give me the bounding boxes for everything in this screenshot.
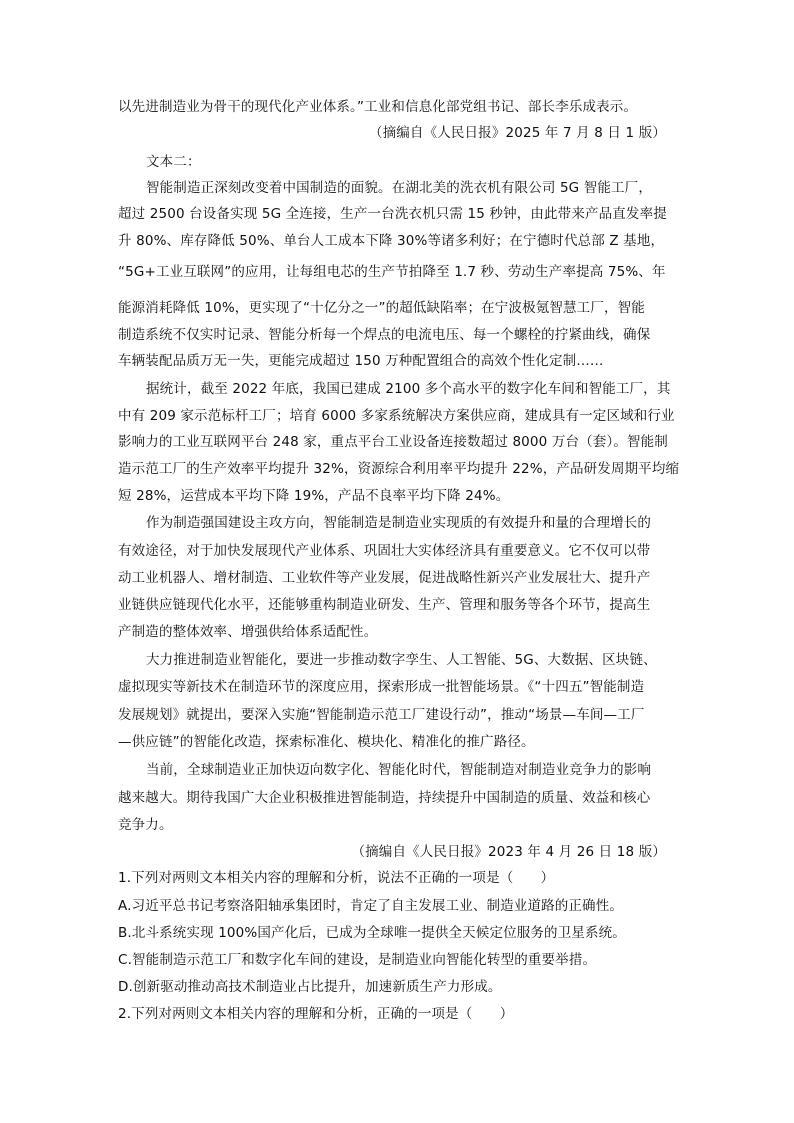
- text-line: 短 28%，运营成本平均下降 19%，产品不良率平均下降 24%。: [118, 488, 510, 504]
- text-line: 产制造的整体效率、增强供给体系适配性。: [118, 624, 378, 640]
- section-heading: 文本二：: [146, 154, 201, 170]
- text-line: 大力推进制造业智能化，要进一步推动数字孪生、人工智能、5G、大数据、区块链、: [146, 652, 657, 668]
- question-1: 1.下列对两则文本相关内容的理解和分析，说法不正确的一项是（ ）: [118, 870, 555, 886]
- text-line: 有效途径，对于加快发展现代产业体系、巩固壮大实体经济具有重要意义。它不仅可以带: [118, 543, 651, 559]
- text-line: 造示范工厂的生产效率平均提升 32%，资源综合利用率平均提升 22%，产品研发周期平均缩: [118, 461, 680, 477]
- option-d: D.创新驱动推动高技术制造业占比提升，加速新质生产力形成。: [118, 979, 502, 995]
- source-citation: （摘编自《人民日报》2025 年 7 月 8 日 1 版）: [368, 125, 666, 141]
- question-2: 2.下列对两则文本相关内容的理解和分析，正确的一项是（ ）: [118, 1006, 514, 1022]
- text-line: 当前，全球制造业正加快迈向数字化、智能化时代，智能制造对制造业竞争力的影响: [146, 762, 652, 778]
- text-line: 能源消耗降低 10%，更实现了“十亿分之一”的超低缺陷率；在宁波极氪智慧工厂，智能: [118, 300, 645, 316]
- text-line: 作为制造强国建设主攻方向，智能制造是制造业实现质的有效提升和量的合理增长的: [146, 515, 652, 531]
- source-citation: （摘编自《人民日报》2023 年 4 月 26 日 18 版）: [351, 844, 666, 860]
- option-c: C.智能制造示范工厂和数字化车间的建设，是制造业向智能化转型的重要举措。: [118, 952, 597, 968]
- text-line: 发展规划》就提出，要深入实施“智能制造示范工厂建设行动”，推动“场景—车间—工厂: [118, 707, 645, 723]
- text-line: 中有 209 家示范标杆工厂；培育 6000 多家系统解决方案供应商，建成具有一定区域和行业: [118, 408, 675, 424]
- text-line: 业链供应链现代化水平，还能够重构制造业研发、生产、管理和服务等各个环节，提高生: [118, 597, 651, 613]
- text-line: 超过 2500 台设备实现 5G 全连接，生产一台洗衣机只需 15 秒钟，由此带来产品直发率提: [118, 206, 667, 222]
- text-line: “5G+工业互联网”的应用，让每组电芯的生产节拍降至 1.7 秒、劳动生产率提高 75%、年: [118, 264, 666, 280]
- text-line: 升 80%、库存降低 50%、单台人工成本下降 30%等诸多利好；在宁德时代总部 Z 基地，: [118, 233, 665, 249]
- text-line: 据统计，截至 2022 年底，我国已建成 2100 多个高水平的数字化车间和智能工厂，其: [146, 381, 671, 397]
- text-line: 越来越大。期待我国广大企业积极推进智能制造，持续提升中国制造的质量、效益和核心: [118, 790, 651, 806]
- text-line: —供应链”的智能化改造，探索标准化、模块化、精准化的推广路径。: [118, 734, 535, 750]
- text-line: 动工业机器人、增材制造、工业软件等产业发展，促进战略性新兴产业发展壮大、提升产: [118, 570, 651, 586]
- option-b: B.北斗系统实现 100%国产化后，已成为全球唯一提供全天候定位服务的卫星系统。: [118, 925, 626, 941]
- text-line: 影响力的工业互联网平台 248 家，重点平台工业设备连接数超过 8000 万台（套）。智能制: [118, 434, 668, 450]
- text-line: 虚拟现实等新技术在制造环节的深度应用，探索形成一批智能场景。《“十四五”智能制造: [118, 679, 645, 695]
- text-line: 竞争力。: [118, 817, 173, 833]
- text-line: 制造系统不仅实时记录、智能分析每一个焊点的电流电压、每一个螺栓的拧紧曲线，确保: [118, 327, 651, 343]
- text-line: 车辆装配品质万无一失，更能完成超过 150 万种配置组合的高效个性化定制……: [118, 353, 604, 369]
- option-a: A.习近平总书记考察洛阳轴承集团时，肯定了自主发展工业、制造业道路的正确性。: [118, 898, 623, 914]
- text-line: 智能制造正深刻改变着中国制造的面貌。在湖北美的洗衣机有限公司 5G 智能工厂，: [146, 180, 652, 196]
- text-line: 以先进制造业为骨干的现代化产业体系。”工业和信息化部党组书记、部长李乐成表示。: [118, 99, 638, 115]
